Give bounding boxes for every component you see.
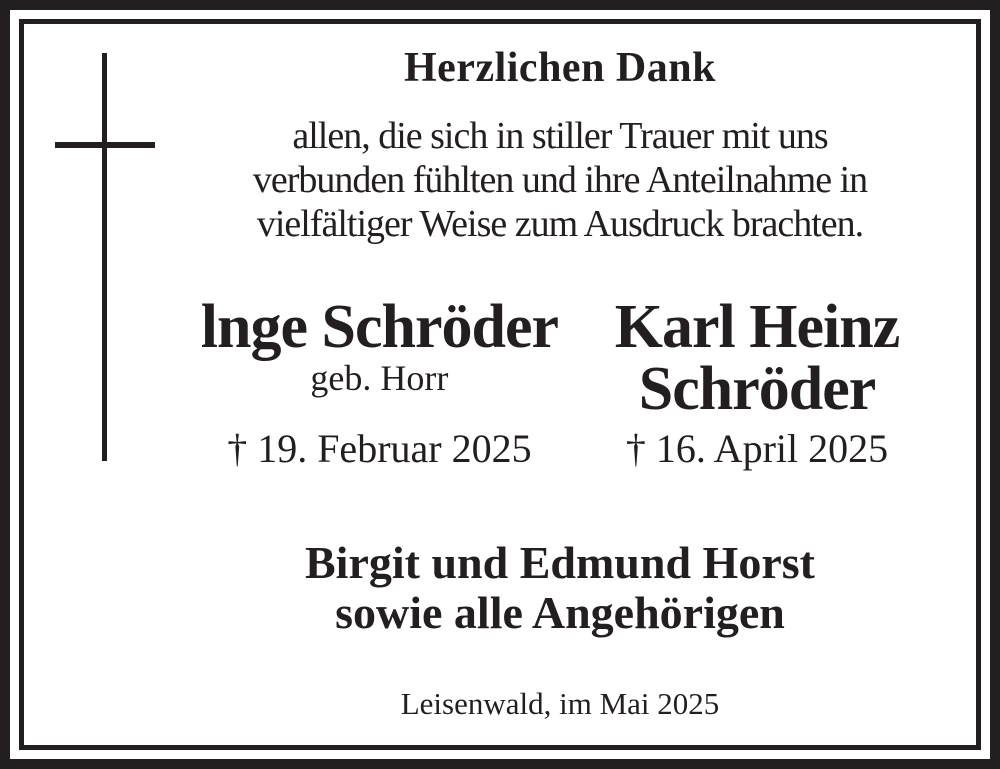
- message-line: verbunden fühlten und ihre Anteilnahme in: [252, 159, 868, 201]
- deceased-person-right: [614, 293, 900, 472]
- death-date: † 19. Februar 2025: [227, 426, 532, 471]
- deceased-name: Schröder: [638, 355, 876, 423]
- death-date: † 16. April 2025: [625, 426, 889, 471]
- place-and-date: Leisenwald, im Mai 2025: [400, 686, 720, 721]
- mourners: [144, 538, 976, 638]
- deceased-name-block: [614, 293, 900, 423]
- notice-title: Herzlichen Dank: [404, 45, 716, 91]
- thank-you-message: [144, 114, 976, 246]
- deceased-name: Karl Heinz: [614, 293, 900, 361]
- deceased-person-left: [200, 293, 559, 472]
- mourners-line: Birgit und Edmund Horst: [305, 537, 815, 588]
- mourners-line: sowie alle Angehörigen: [335, 587, 785, 638]
- message-line: vielfältiger Weise zum Ausdruck brachten.: [256, 203, 864, 245]
- message-line: allen, die sich in stiller Trauer mit uns: [292, 115, 828, 157]
- deceased-name: lnge Schröder: [200, 293, 559, 361]
- maiden-name: geb. Horr: [310, 358, 449, 398]
- deceased-row: [144, 293, 956, 472]
- notice-content: [24, 24, 976, 745]
- deceased-name-block: [200, 293, 559, 422]
